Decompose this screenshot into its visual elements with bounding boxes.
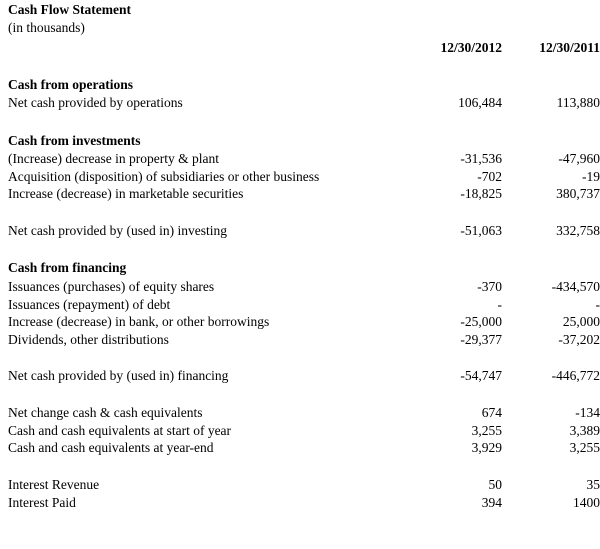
row-label: Interest Revenue [8,477,100,492]
value-2011: -47,960 [558,151,600,166]
value-2011: 3,389 [569,423,600,438]
value-2012: 674 [481,405,502,420]
total-label-financing: Net cash provided by (used in) financing [8,368,229,383]
section-heading-operations: Cash from operations [8,77,134,92]
row-label: Dividends, other distributions [8,332,169,347]
row-label: Issuances (repayment) of debt [8,297,171,312]
row-label: Cash and cash equivalents at start of year [8,423,232,438]
value-2011: - [595,297,600,312]
value-2011: 3,255 [569,440,600,455]
value-2011: -37,202 [558,332,600,347]
value-2011: -134 [575,405,600,420]
section-heading-financing: Cash from financing [8,260,127,275]
column-header-2012: 12/30/2012 [440,40,502,55]
column-header-2011: 12/30/2011 [539,40,600,55]
value-2012: 3,929 [471,440,502,455]
row-label: Net change cash & cash equivalents [8,405,203,420]
total-value-2011: -446,772 [551,368,600,383]
page-title: Cash Flow Statement [8,2,131,17]
value-2012: 394 [481,495,502,510]
total-value-2012: -54,747 [460,368,502,383]
value-2011: 35 [586,477,600,492]
value-2012: 50 [488,477,502,492]
units-subtitle: (in thousands) [8,20,85,35]
total-label-investing: Net cash provided by (used in) investing [8,223,227,238]
value-2012: 106,484 [458,95,502,110]
value-2012: -18,825 [460,186,502,201]
section-heading-investments: Cash from investments [8,133,141,148]
total-value-2011: 332,758 [556,223,600,238]
total-value-2012: -51,063 [460,223,502,238]
value-2012: -702 [477,169,502,184]
value-2012: 3,255 [471,423,502,438]
row-label: (Increase) decrease in property & plant [8,151,220,166]
value-2011: -19 [582,169,600,184]
row-label: Cash and cash equivalents at year-end [8,440,214,455]
value-2011: 1400 [573,495,600,510]
row-label: Acquisition (disposition) of subsidiaries or other business [8,169,320,184]
value-2011: 25,000 [562,314,600,329]
value-2011: -434,570 [551,279,600,294]
row-label: Increase (decrease) in bank, or other borrowings [8,314,270,329]
value-2012: -370 [477,279,502,294]
value-2012: -25,000 [460,314,502,329]
value-2011: 380,737 [556,186,600,201]
value-2012: - [497,297,502,312]
row-label: Issuances (purchases) of equity shares [8,279,215,294]
row-label: Interest Paid [8,495,76,510]
row-label: Net cash provided by operations [8,95,183,110]
value-2012: -31,536 [460,151,502,166]
value-2012: -29,377 [460,332,502,347]
row-label: Increase (decrease) in marketable securities [8,186,244,201]
value-2011: 113,880 [556,95,600,110]
